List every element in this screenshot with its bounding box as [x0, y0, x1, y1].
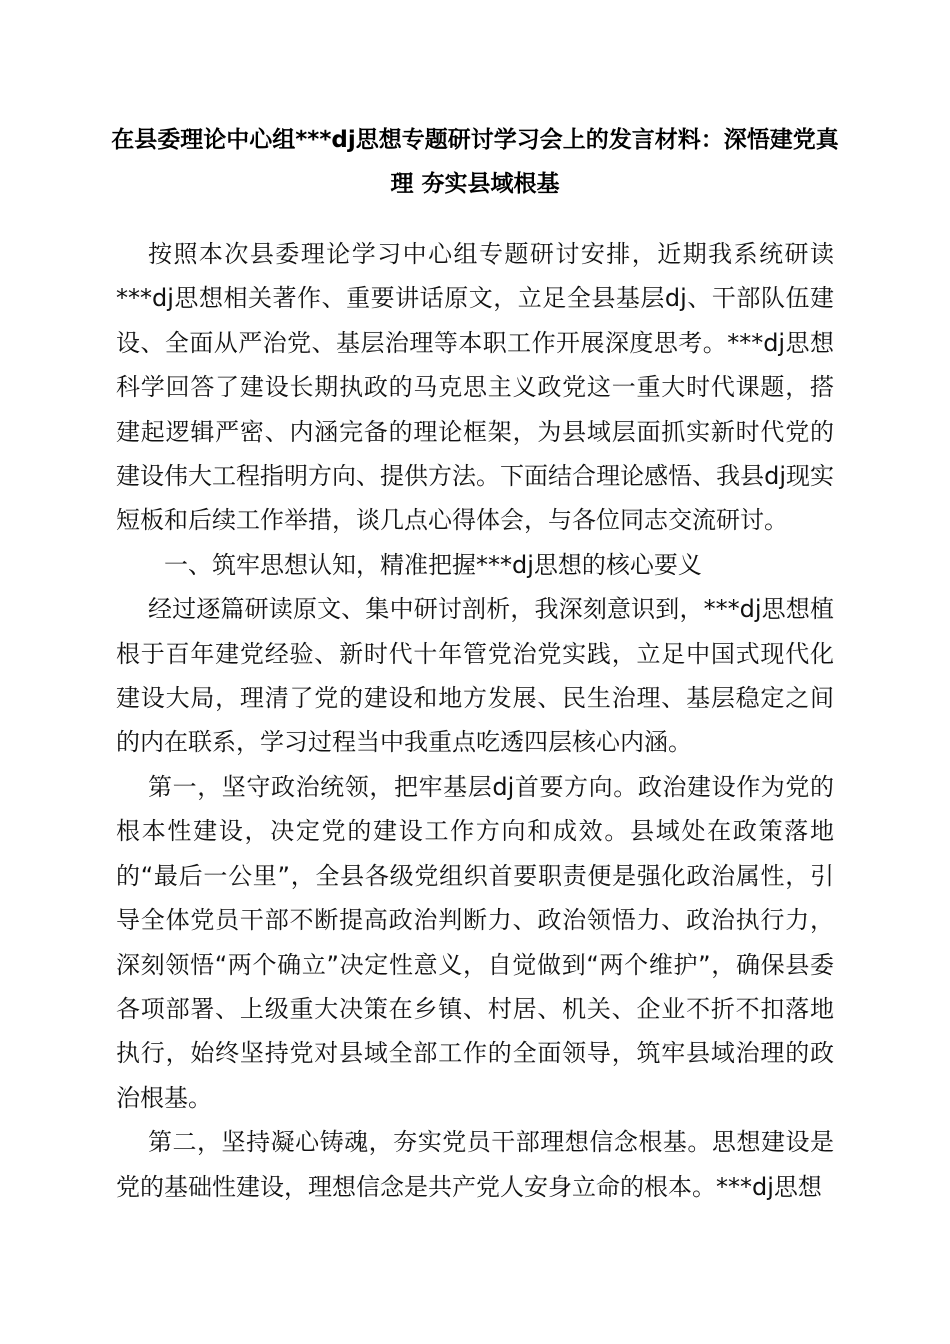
- document-title: 在县委理论中心组***dj思想专题研讨学习会上的发言材料：深悟建党真理 夯实县域根基: [111, 127, 839, 197]
- body-paragraph: 第一，坚守政治统领，把牢基层dj首要方向。政治建设作为党的根本性建设，决定党的建设工作方向和成效。县域处在政策落地的“最后一公里”，全县各级党组织首要职责便是强化政治属性，引导全体党员干部不断提高政治判断力、政治领悟力、政治执行力，深刻领悟“两个确立”决定性意义，自觉做到“两个维护”，确保县委各项部署、上级重大决策在乡镇、村居、机关、企业不折不扣落地执行，始终坚持党对县域全部工作的全面领导，筑牢县域治理的政治根基。: [116, 772, 834, 1112]
- document-body: [116, 232, 834, 1209]
- body-paragraph: 经过逐篇研读原文、集中研讨剖析，我深刻意识到，***dj思想植根于百年建党经验、新时代十年管党治党实践，立足中国式现代化建设大局，理清了党的建设和地方发展、民生治理、基层稳定之间的内在联系，学习过程当中我重点吃透四层核心内涵。: [116, 595, 834, 757]
- intro-paragraph: 按照本次县委理论学习中心组专题研讨安排，近期我系统研读***dj思想相关著作、重要讲话原文，立足全县基层dj、干部队伍建设、全面从严治党、基层治理等本职工作开展深度思考。***dj思想科学回答了建设长期执政的马克思主义政党这一重大时代课题，搭建起逻辑严密、内涵完备的理论框架，为县域层面抓实新时代党的建设伟大工程指明方向、提供方法。下面结合理论感悟、我县dj现实短板和后续工作举措，谈几点心得体会，与各位同志交流研讨。: [116, 240, 834, 535]
- body-paragraph: 第二，坚持凝心铸魂，夯实党员干部理想信念根基。思想建设是党的基础性建设，理想信念是共产党人安身立命的根本。***dj思想: [116, 1128, 834, 1201]
- section-heading: 一、筑牢思想认知，精准把握***dj思想的核心要义: [164, 550, 702, 579]
